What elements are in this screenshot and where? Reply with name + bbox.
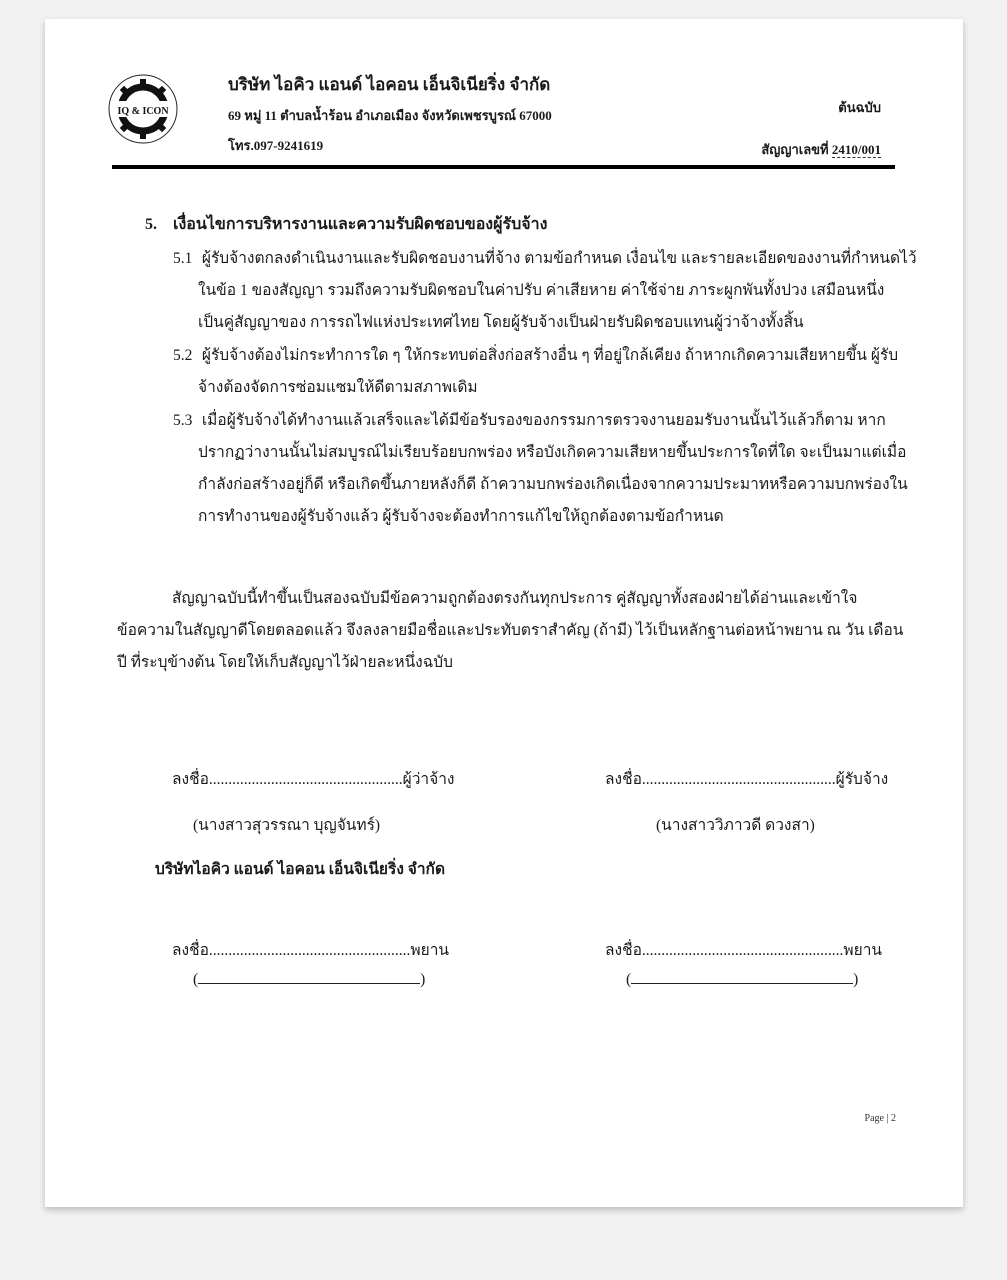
clause-text: เมื่อผู้รับจ้างได้ทำงานแล้วเสร็จและได้มีข้อรับรองของกรรมการตรวจงานยอมรับงานนั้นไว้แล้วก็ตาม หาก bbox=[201, 412, 886, 429]
section-number: 5. bbox=[145, 216, 157, 233]
witness-left-signature-line: ลงชื่อ....................................................พยาน bbox=[172, 942, 449, 959]
clause-5-3-line-1 bbox=[173, 407, 886, 432]
contract-number: 2410/001 bbox=[831, 142, 881, 157]
logo-text: IQ & ICON bbox=[117, 106, 169, 117]
paren-open: ( bbox=[193, 971, 199, 988]
employer-company: บริษัทไอคิว แอนด์ ไอคอน เอ็นจิเนียริ่ง จำกัด bbox=[155, 861, 446, 878]
witness-right-name-blank bbox=[626, 969, 858, 989]
clause-number: 5.1 bbox=[173, 250, 193, 267]
company-name: บริษัท ไอคิว แอนด์ ไอคอน เอ็นจิเนียริ่ง จำกัด bbox=[228, 75, 551, 94]
contract-label: สัญญาเลขที่ bbox=[761, 142, 829, 157]
employer-signature-line: ลงชื่อ..................................................ผู้ว่าจ้าง bbox=[172, 771, 455, 788]
paren-open: ( bbox=[626, 971, 632, 988]
paren-close: ) bbox=[420, 971, 426, 988]
clause-number: 5.3 bbox=[173, 412, 193, 429]
witness-left-name-blank bbox=[193, 969, 425, 989]
company-address: 69 หมู่ 11 ตำบลน้ำร้อน อำเภอเมือง จังหวัดเพชรบูรณ์ 67000 bbox=[228, 108, 552, 123]
clause-number: 5.2 bbox=[173, 347, 193, 364]
section-title bbox=[145, 212, 547, 237]
header-divider bbox=[112, 165, 895, 169]
document-page bbox=[45, 19, 963, 1207]
closing-line-1: สัญญาฉบับนี้ทำขึ้นเป็นสองฉบับมีข้อความถูกต้องตรงกันทุกประการ คู่สัญญาทั้งสองฝ่ายได้อ่านและเข้าใจ bbox=[172, 590, 858, 607]
contractor-signature-line: ลงชื่อ..................................................ผู้รับจ้าง bbox=[605, 771, 889, 788]
contract-number-row bbox=[761, 139, 881, 160]
contractor-name: (นางสาววิภาวดี ดวงสา) bbox=[656, 817, 815, 834]
clause-5-1-line-2: ในข้อ 1 ของสัญญา รวมถึงความรับผิดชอบในค่าปรับ ค่าเสียหาย ค่าใช้จ่าย ภาระผูกพันทั้งปวง เสมือนหนึ่ง bbox=[198, 282, 885, 299]
clause-5-1-line-1 bbox=[173, 245, 917, 270]
clause-5-2-line-2: จ้างต้องจัดการซ่อมแซมให้ดีตามสภาพเดิม bbox=[198, 379, 478, 396]
clause-5-2-line-1 bbox=[173, 342, 898, 367]
page-number: Page | 2 bbox=[864, 1113, 896, 1124]
section-title-text: เงื่อนไขการบริหารงานและความรับผิดชอบของผู้รับจ้าง bbox=[173, 216, 548, 233]
clause-5-3-line-3: กำลังก่อสร้างอยู่ก็ดี หรือเกิดขึ้นภายหลังก็ดี ถ้าความบกพร่องเกิดเนื่องจากความประมาทหรือความบกพร่องใน bbox=[198, 476, 908, 493]
copy-label: ต้นฉบับ bbox=[838, 100, 881, 115]
clause-5-3-line-2: ปรากฏว่างานนั้นไม่สมบูรณ์ไม่เรียบร้อยบกพร่อง หรือบังเกิดความเสียหายขึ้นประการใดที่ใด จะเป็นมาแต่เมื่อ bbox=[198, 444, 907, 461]
clause-5-1-line-3: เป็นคู่สัญญาของ การรถไฟแห่งประเทศไทย โดยผู้รับจ้างเป็นฝ่ายรับผิดชอบแทนผู้ว่าจ้างทั้งสิ้น bbox=[198, 314, 804, 331]
closing-line-2: ข้อความในสัญญาดีโดยตลอดแล้ว จึงลงลายมือชื่อและประทับตราสำคัญ (ถ้ามี) ไว้เป็นหลักฐานต่อหน้าพยาน ณ วัน เดือน bbox=[117, 622, 904, 639]
clause-text: ผู้รับจ้างต้องไม่กระทำการใด ๆ ให้กระทบต่อสิ่งก่อสร้างอื่น ๆ ที่อยู่ใกล้เคียง ถ้าหากเกิดความเสียหายขึ้น ผู้รับ bbox=[201, 347, 899, 364]
paren-close: ) bbox=[853, 971, 859, 988]
company-logo bbox=[107, 65, 179, 161]
closing-line-3: ปี ที่ระบุข้างต้น โดยให้เก็บสัญญาไว้ฝ่ายละหนึ่งฉบับ bbox=[117, 654, 453, 671]
blank-underline bbox=[198, 969, 420, 984]
clause-text: ผู้รับจ้างตกลงดำเนินงานและรับผิดชอบงานที่จ้าง ตามข้อกำหนด เงื่อนไข และรายละเอียดของงานที่กำหนดไว้ bbox=[201, 250, 917, 267]
company-phone: โทร.097-9241619 bbox=[228, 138, 324, 153]
witness-right-signature-line: ลงชื่อ....................................................พยาน bbox=[605, 942, 882, 959]
employer-name: (นางสาวสุวรรณา บุญจันทร์) bbox=[193, 817, 381, 834]
blank-underline bbox=[631, 969, 853, 984]
clause-5-3-line-4: การทำงานของผู้รับจ้างแล้ว ผู้รับจ้างจะต้องทำการแก้ไขให้ถูกต้องตามข้อกำหนด bbox=[198, 508, 724, 525]
